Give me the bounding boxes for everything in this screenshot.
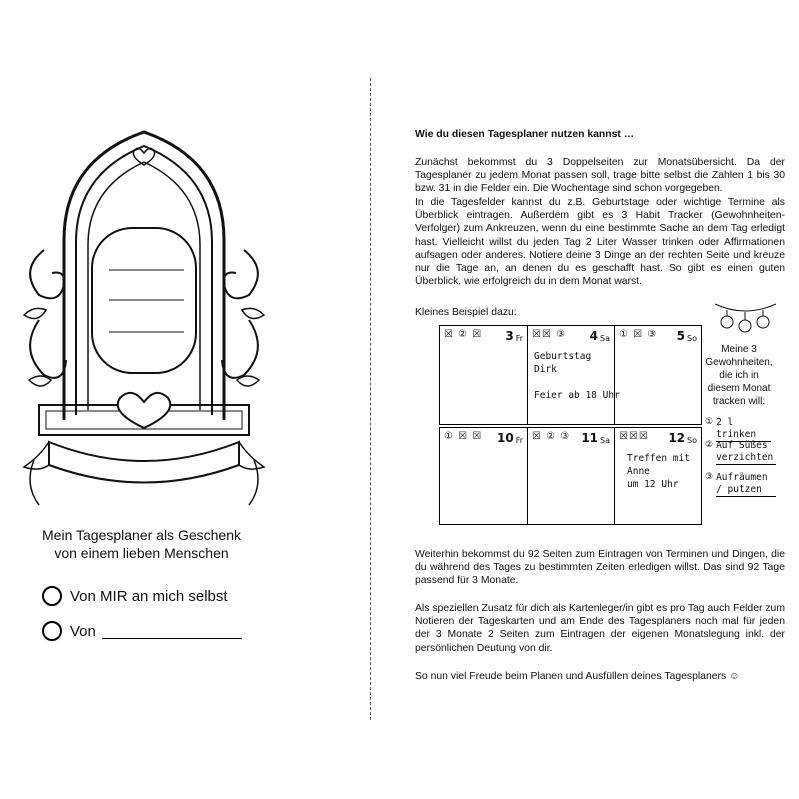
- example-label: Kleines Beispiel dazu:: [415, 307, 517, 318]
- day-cell: ① ☒ ③ 5 So: [614, 325, 702, 425]
- day-cell: ☒ ② ③ 11 Sa: [527, 427, 615, 525]
- lamp-garland-icon: [713, 300, 778, 340]
- example-calendar: [439, 325, 702, 525]
- paragraph-4: Als speziellen Zusatz für dich als Kartenleger/in gibt es pro Tag auch Felder zum Notieren der Tageskarten und am Ende des Tagesplaners noch mal für jeden der 3 Monate 2 Seiten zum Eintragen der eigenen Monatslegung inkl. der persönlichen Deutung von dir.: [415, 603, 785, 654]
- closing-line: So nun viel Freude beim Planen und Ausfüllen deines Tagesplaners ☺: [415, 671, 740, 682]
- day-cell: ☒☒☒ 12 So Treffen mit Anne um 12 Uhr: [614, 427, 702, 525]
- day-note: Treffen mit Anne um 12 Uhr: [627, 453, 690, 490]
- radio-circle-icon[interactable]: [42, 621, 62, 641]
- option-from[interactable]: [42, 621, 242, 641]
- habit-intro: Meine 3 Gewohnheiten, die ich in diesem Monat tracken will:: [705, 344, 773, 407]
- habit-item: ① 2 l trinken: [705, 417, 771, 442]
- day-note: Geburtstag Dirk Feier ab 18 Uhr: [534, 351, 620, 401]
- gift-title-line2: von einem lieben Menschen: [54, 545, 229, 561]
- page-divider: [370, 78, 371, 720]
- habit-item: ③ Aufräumen / putzen: [705, 472, 776, 497]
- paragraph-2: In die Tagesfelder kannst du z.B. Geburtstage oder wichtige Termine als Überblick eintragen. Außerdem gibt es 3 Habit Tracker (Gewohnheiten-Verfolger) zum Ankreuzen, wenn du eine bestimmte Sache an dem Tag erledigt hast. Vielleicht willst du jeden Tag 2 Liter Wasser trinken oder Affirmationen aufsagen oder anderes. Notiere deine 3 Dinge an der rechten Seite und kreuze nur die Tage an, an denen du es geschafft hast. So gibt es einen guten Überblick, wie erfolgreich du in dem Monat warst.: [415, 197, 785, 288]
- radio-circle-icon[interactable]: [42, 586, 62, 606]
- option-self[interactable]: [42, 586, 228, 606]
- day-cell: ① ☒ ☒ 10 Fr: [439, 427, 528, 525]
- left-page: [0, 0, 370, 799]
- ornamental-frame-illustration: [14, 120, 284, 510]
- option-self-label: Von MIR an mich selbst: [70, 587, 228, 605]
- paragraph-1: Zunächst bekommst du 3 Doppelseiten zur Monatsübersicht. Da der Tagesplaner zu jedem Monat passen soll, trage bitte selbst die Zahlen 1 bis 30 bzw. 31 in die Felder ein. Die Wochentage sind schon vorgegeben.: [415, 157, 785, 195]
- option-from-label: Von: [70, 622, 96, 640]
- gift-title-line1: Mein Tagesplaner als Geschenk: [42, 527, 241, 543]
- instructions-title: Wie du diesen Tagesplaner nutzen kannst …: [415, 129, 635, 140]
- day-cell: ☒ ② ☒ 3 Fr: [439, 325, 528, 425]
- habit-item: ② Auf Süßes verzichten: [705, 440, 776, 465]
- name-blank-line[interactable]: [102, 624, 242, 639]
- paragraph-3: Weiterhin bekommst du 92 Seiten zum Eintragen von Terminen und Dingen, die du während des Tages zu bestimmten Zeiten erledigen willst. Das sind 92 Tage passend für 3 Monate.: [415, 549, 785, 587]
- day-cell: ☒☒ ③ 4 Sa Geburtstag Dirk Feier ab 18 Uhr: [527, 325, 615, 425]
